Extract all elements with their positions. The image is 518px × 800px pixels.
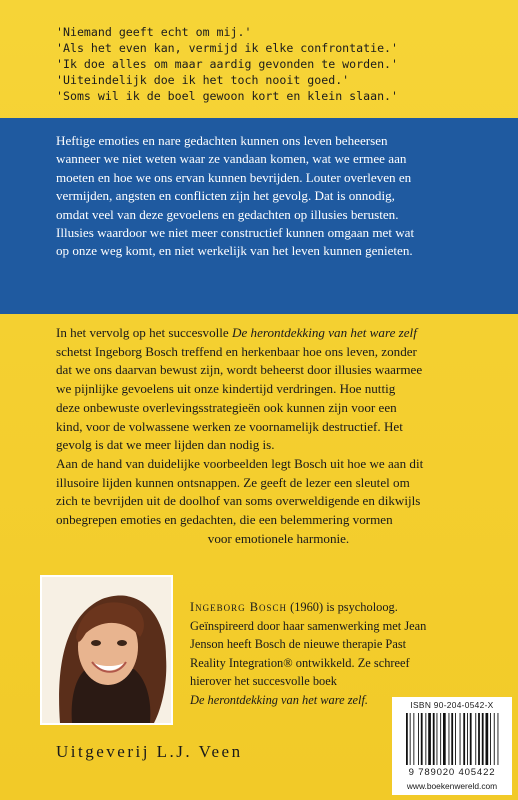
description-last-line: voor emotionele harmonie.: [207, 530, 350, 546]
author-bio-line: Reality Integration® ontwikkeld. Ze schreef: [190, 655, 410, 670]
intro-line: omdat veel van deze gevoelens en gedachten op illusies berusten.: [56, 206, 399, 222]
description-prefix: In het vervolg op het succesvolle: [56, 325, 232, 340]
description-line: we pijnlijke gevoelens uit onze kindertijd verdringen. Hoe nuttig: [56, 381, 396, 397]
barcode-number: 9 789020 405422: [408, 767, 496, 778]
author-bio: [190, 598, 500, 710]
author-bio-line: Geïnspireerd door haar samenwerking met Jean: [190, 618, 427, 633]
intro-line: moeten en hoe we ons ervan kunnen bevrijden. Louter overleven en: [56, 169, 412, 185]
quote-line: 'Uiteindelijk doe ik het toch nooit goed.': [56, 73, 350, 87]
description-line: dat we ons daarvan bewust zijn, wordt beheerst door illusies waarmee: [56, 362, 423, 378]
author-portrait-image: [42, 577, 171, 723]
intro-line: Heftige emoties en nare gedachten kunnen ons leven beheersen: [56, 133, 388, 148]
quotes-block: [56, 24, 496, 104]
intro-line: op onze weg komt, en niet werkelijk van het leven kunnen genieten.: [56, 243, 413, 259]
quote-line: 'Als het even kan, vermijd ik elke confrontatie.': [56, 41, 399, 55]
intro-line: wanneer we niet weten waar ze vandaan komen, wat we ermee aan: [56, 151, 407, 167]
publisher-name: Uitgeverij L.J. Veen: [56, 742, 243, 761]
author-bio-line: hierover het succesvolle boek: [190, 674, 337, 689]
description-line: deze onbewuste overlevingsstrategieën ook kunnen zijn voor een: [56, 399, 397, 415]
description-paragraph: [56, 324, 501, 548]
quote-line: 'Ik doe alles om maar aardig gevonden te worden.': [56, 57, 399, 71]
description-line: schetst Ingeborg Bosch treffend en herkenbaar hoe ons leven, zonder: [56, 343, 417, 359]
intro-line: vermijden, angsten en conflicten zijn het gevolg. Dat is onnodig,: [56, 188, 395, 204]
author-bio-line: [190, 598, 500, 617]
description-line: zich te bevrijden uit de doolhof van soms overweldigende en dikwijls: [56, 493, 421, 509]
description-line: kind, voor de volwassene werken ze voornamelijk destructief. Het: [56, 418, 403, 434]
author-name: Ingeborg Bosch: [190, 600, 287, 614]
quote-line: 'Niemand geeft echt om mij.': [56, 25, 252, 39]
book-title-reference: De herontdekking van het ware zelf: [232, 325, 417, 340]
description-line: [56, 324, 501, 343]
quote-line: 'Soms wil ik de boel gewoon kort en klein slaan.': [56, 89, 399, 103]
intro-line: Illusies waardoor we niet meer constructief kunnen omgaan met wat: [56, 225, 415, 241]
description-line: onbegrepen emoties en gedachten, die een belemmering vormen: [56, 512, 393, 528]
intro-paragraph: [56, 132, 496, 261]
isbn-text: ISBN 90-204-0542-X: [410, 700, 494, 710]
author-bio-line: Jenson heeft Bosch de nieuwe therapie Past: [190, 637, 407, 652]
description-line: illusoire lijden kunnen ontsnappen. Ze geeft de lezer een sleutel om: [56, 474, 410, 490]
description-line: Aan de hand van duidelijke voorbeelden legt Bosch uit hoe we aan dit: [56, 455, 424, 471]
author-photo: [40, 575, 173, 725]
author-birth: (1960) is psycholoog.: [287, 600, 398, 614]
description-line: gevolg is dat we meer lijden dan nodig is.: [56, 437, 275, 453]
barcode-label: [392, 697, 512, 795]
website-text: www.boekenwereld.com: [406, 781, 498, 791]
author-book-title: De herontdekking van het ware zelf.: [190, 692, 369, 707]
